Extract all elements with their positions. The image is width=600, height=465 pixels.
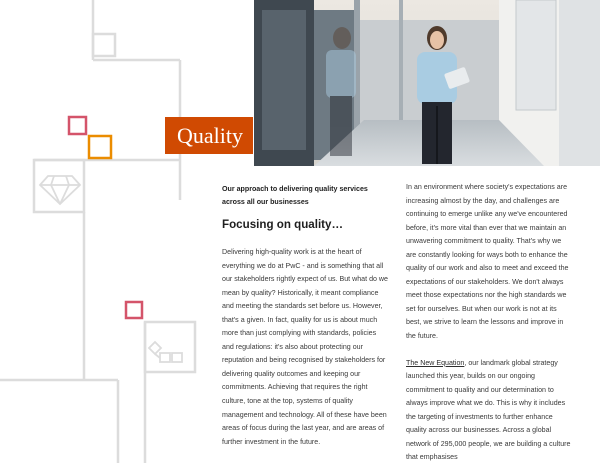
gold-square xyxy=(89,136,111,158)
new-equation-link[interactable]: The New Equation xyxy=(406,358,465,367)
left-column xyxy=(222,183,388,449)
right-column xyxy=(406,181,572,465)
diamond-icon xyxy=(40,176,80,204)
network-icon xyxy=(149,342,182,362)
rose-square-lower xyxy=(126,302,142,318)
decorative-line-art xyxy=(0,0,260,463)
page-title: Quality xyxy=(165,117,253,154)
section-subhead: Focusing on quality… xyxy=(222,218,344,231)
body-paragraph-2-text: , our landmark global strategy launched this year, builds on our ongoing commitment to quality and our determination to always improve what we do. This is why it includes the targeting of investments to further enhance quality across our businesses. Across a global network of 295,000 people, we are building a culture that emphasises xyxy=(406,358,571,462)
hero-photo xyxy=(254,0,600,166)
body-paragraph: Delivering high-quality work is at the heart of everything we do at PwC - and is something that all our stakeholders rightly expect of us. But what do we mean by quality? Historically, it meant compliance and meeting the standards set before us. However, that's a given. In fact, quality for us is about much more than just complying with standards, policies and regulations: it's also about protecting our reputation and being recognised by stakeholders for delivering quality outcomes and keeping our commitments. Achieving that requires the right culture, tone at the top, systems of quality management and technology. All of these have been areas of focus during the last year, and are areas of further investment in the future. xyxy=(222,248,389,446)
rose-square xyxy=(69,117,86,134)
intro-text: Our approach to delivering quality services across all our businesses xyxy=(222,185,368,206)
body-paragraph-1: In an environment where society's expectations are increasing almost by the day, and challenges are continuing to emerge unlike any we've encountered before, it's more vital than ever that we maintain an unwavering commitment to quality. That's why we are constantly looking for ways both to enhance the quality of our work and also to meet and exceed the expectations of our stakeholders. We don't always meet those expectations nor the high standards we set for ourselves. But when our work is not at its best, we strive to learn the lessons and improve in the future. xyxy=(406,183,569,341)
body-paragraph-2 xyxy=(406,357,572,465)
